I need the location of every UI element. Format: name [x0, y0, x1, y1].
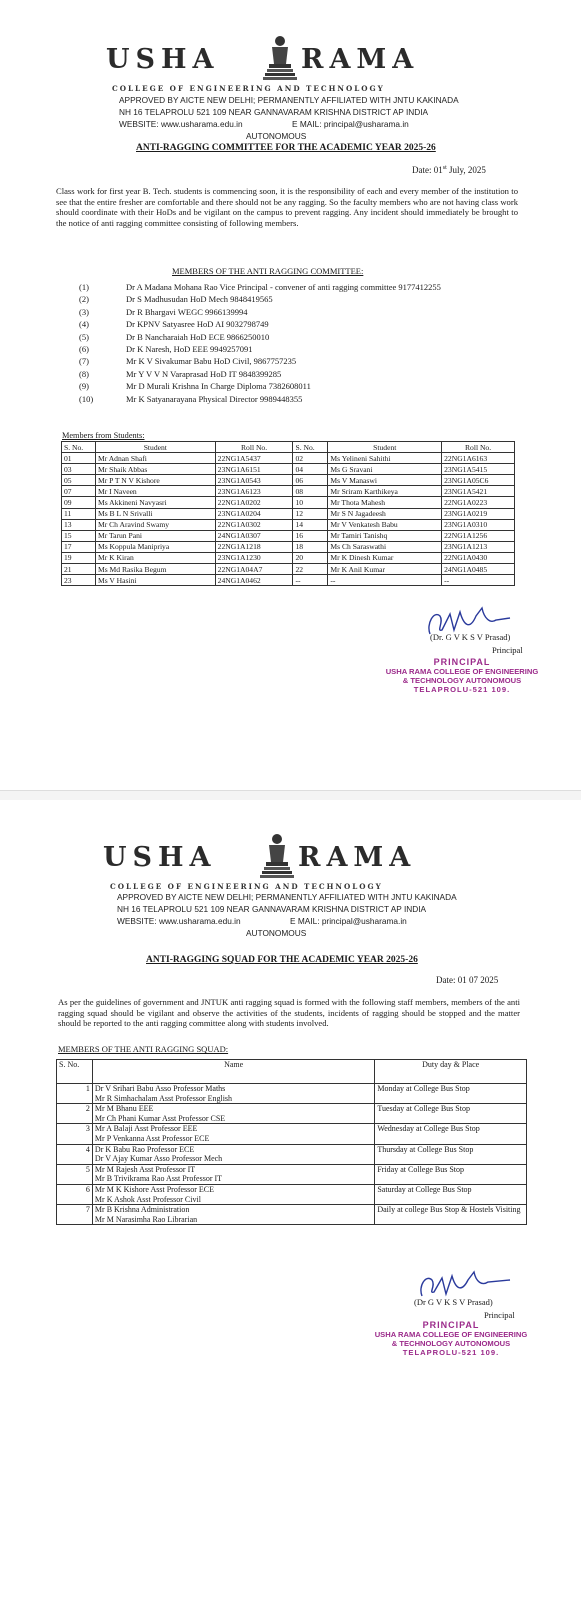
intro-paragraph: As per the guidelines of government and JNTUK anti ragging squad is formed with the following staff members, members of the anti ragging squad should be vigilant and observe the activities of the students, incidents of ragging should be stopped and the matter should be reported to the anti ragging committee along with students involved.: [58, 997, 520, 1029]
table-cell: 22NG1A0430: [442, 552, 515, 563]
table-cell: Mr Ch Aravind Swamy: [95, 519, 215, 530]
member-entry: Dr S Madhusudan HoD Mech 9848419565: [126, 294, 273, 305]
table-cell: Ms G Sravani: [328, 464, 442, 475]
students-header-row: [62, 442, 515, 453]
squad-sno: 6: [57, 1184, 93, 1204]
squad-names: [92, 1084, 374, 1104]
table-row: [62, 453, 515, 464]
squad-names: [92, 1184, 374, 1204]
address-line: NH 16 TELAPROLU 521 109 NEAR GANNAVARAM KRISHNA DISTRICT AP INDIA: [119, 107, 429, 117]
table-cell: 24NG1A0485: [442, 564, 515, 575]
table-cell: Ms Yelineni Sahithi: [328, 453, 442, 464]
table-cell: Mr Adnan Shafi: [95, 453, 215, 464]
table-cell: 17: [62, 541, 96, 552]
squad-duty: Tuesday at College Bus Stop: [375, 1104, 527, 1124]
member-number: (10): [79, 393, 94, 404]
table-cell: Ms V Manaswi: [328, 475, 442, 486]
table-cell: 22NG1A0223: [442, 497, 515, 508]
table-cell: 23NG1A5421: [442, 486, 515, 497]
squad-member-name: Dr V Ajay Kumar Asso Professor Mech: [94, 1154, 223, 1164]
autonomous-label: AUTONOMOUS: [246, 928, 307, 938]
students-table: [61, 441, 515, 586]
table-row: [62, 541, 515, 552]
table-row: [62, 530, 515, 541]
table-row: [62, 564, 515, 575]
signature-icon: [410, 1268, 530, 1300]
squad-sno: 4: [57, 1144, 93, 1164]
table-cell: 14: [293, 519, 328, 530]
squad-duty: Thursday at College Bus Stop: [375, 1144, 527, 1164]
table-cell: --: [293, 575, 328, 586]
page-2: [0, 800, 581, 1600]
table-cell: 22NG1A04A7: [215, 564, 293, 575]
squad-names: [92, 1164, 374, 1184]
squad-header-row: [57, 1060, 527, 1084]
signatory-role: Principal: [484, 1310, 515, 1320]
table-row: [57, 1084, 527, 1104]
squad-member-name: Mr M Narasimha Rao Librarian: [94, 1214, 198, 1224]
table-cell: Mr S N Jagadeesh: [328, 508, 442, 519]
table-row: [57, 1184, 527, 1204]
squad-member-name: Mr K Ashok Asst Professor Civil: [94, 1194, 201, 1204]
table-cell: Ms Ch Saraswathi: [328, 541, 442, 552]
email-text: E MAIL: principal@usharama.in: [292, 119, 409, 129]
document-date: Date: 01 07 2025: [436, 975, 499, 985]
students-body: [62, 453, 515, 586]
table-row: [57, 1124, 527, 1144]
logo-left-text: USHA: [103, 842, 217, 873]
member-entry: Mr K Satyanarayana Physical Director 9989448355: [126, 393, 303, 404]
website-text: WEBSITE: www.usharama.edu.in: [119, 119, 243, 129]
table-cell: 10: [293, 497, 328, 508]
intro-paragraph: Class work for first year B. Tech. students is commencing soon, it is the responsibility of each and every member of the institution to see that the entire fresher are comfortable and there should not be any ragging. So the faculty members who are not having class work should coordinate with their HoDs and be vigilant on the campus to prevent ragging. Any incident should immediately be brought to the notice of anti ragging committee consisting of following members.: [56, 186, 518, 228]
squad-sno: 2: [57, 1104, 93, 1124]
table-cell: Mr V Venkatesh Babu: [328, 519, 442, 530]
approval-line: APPROVED BY AICTE NEW DELHI; PERMANENTLY AFFILIATED WITH JNTU KAKINADA: [117, 892, 457, 902]
col-duty: Duty day & Place: [375, 1060, 527, 1084]
table-cell: 22NG1A0302: [215, 519, 293, 530]
squad-duty: Saturday at College Bus Stop: [375, 1184, 527, 1204]
col-roll: Roll No.: [442, 442, 515, 453]
table-cell: 03: [62, 464, 96, 475]
member-number: (2): [79, 294, 89, 305]
table-cell: Mr I Naveen: [95, 486, 215, 497]
squad-table: [56, 1059, 527, 1225]
squad-duty: Daily at college Bus Stop & Hostels Visiting: [375, 1205, 527, 1225]
col-roll: Roll No.: [215, 442, 293, 453]
table-cell: 23: [62, 575, 96, 586]
table-cell: 08: [293, 486, 328, 497]
table-cell: --: [328, 575, 442, 586]
table-row: [62, 508, 515, 519]
page-1: [0, 0, 581, 790]
approval-line: APPROVED BY AICTE NEW DELHI; PERMANENTLY AFFILIATED WITH JNTU KAKINADA: [119, 95, 459, 105]
table-row: [62, 464, 515, 475]
table-cell: 24NG1A0462: [215, 575, 293, 586]
squad-member-name: Mr M Rajesh Asst Professor IT: [94, 1164, 196, 1174]
squad-member-name: Mr R Simhachalam Asst Professor English: [94, 1093, 233, 1103]
member-number: (8): [79, 368, 89, 379]
website-text: WEBSITE: www.usharama.edu.in: [117, 916, 241, 926]
date-suffix: July, 2025: [446, 165, 486, 175]
member-entry: Mr D Murali Krishna In Charge Diploma 7382608011: [126, 381, 311, 392]
table-cell: Ms V Hasini: [95, 575, 215, 586]
table-cell: 07: [62, 486, 96, 497]
college-tagline: COLLEGE OF ENGINEERING AND TECHNOLOGY: [112, 84, 385, 93]
table-cell: 15: [62, 530, 96, 541]
table-cell: 05: [62, 475, 96, 486]
table-cell: Mr Thota Mahesh: [328, 497, 442, 508]
squad-member-name: Mr P Venkanna Asst Professor ECE: [94, 1133, 210, 1143]
members-heading: MEMBERS OF THE ANTI RAGGING SQUAD:: [58, 1044, 229, 1054]
signatory-name: (Dr. G V K S V Prasad): [430, 632, 511, 642]
col-sno: S. No.: [57, 1060, 93, 1084]
squad-names: [92, 1124, 374, 1144]
table-cell: 23NG1A05C6: [442, 475, 515, 486]
squad-body: [57, 1084, 527, 1225]
table-row: [62, 475, 515, 486]
table-cell: 23NG1A0543: [215, 475, 293, 486]
table-cell: 23NG1A6123: [215, 486, 293, 497]
squad-member-name: Dr V Srihari Babu Asso Professor Maths: [94, 1084, 226, 1093]
table-cell: Mr K Dinesh Kumar: [328, 552, 442, 563]
table-cell: 23NG1A0219: [442, 508, 515, 519]
table-cell: 23NG1A0204: [215, 508, 293, 519]
squad-member-name: Dr K Babu Rao Professor ECE: [94, 1144, 195, 1154]
squad-sno: 3: [57, 1124, 93, 1144]
squad-names: [92, 1104, 374, 1124]
stamp-line: TELAPROLU-521 109.: [413, 685, 511, 694]
table-cell: Ms B L N Srivalli: [95, 508, 215, 519]
table-cell: 22NG1A5437: [215, 453, 293, 464]
table-row: [62, 552, 515, 563]
table-cell: 20: [293, 552, 328, 563]
squad-sno: 7: [57, 1205, 93, 1225]
table-cell: 12: [293, 508, 328, 519]
squad-names: [92, 1144, 374, 1164]
table-cell: 22NG1A1256: [442, 530, 515, 541]
table-cell: 23NG1A0310: [442, 519, 515, 530]
table-row: [62, 486, 515, 497]
table-cell: 16: [293, 530, 328, 541]
member-entry: Mr Y V V N Varaprasad HoD IT 9848399285: [126, 368, 282, 379]
signatory-role: Principal: [492, 645, 523, 655]
page-title: ANTI-RAGGING SQUAD FOR THE ACADEMIC YEAR 2025-26: [146, 955, 418, 965]
table-row: [62, 575, 515, 586]
member-number: (5): [79, 331, 89, 342]
squad-duty: Wednesday at College Bus Stop: [375, 1124, 527, 1144]
member-entry: Mr K V Sivakumar Babu HoD Civil, 9867757235: [126, 356, 297, 367]
squad-member-name: Mr B Krishna Administration: [94, 1205, 190, 1215]
col-student: Student: [95, 442, 215, 453]
squad-sno: 1: [57, 1084, 93, 1104]
stamp-line: TELAPROLU-521 109.: [402, 1348, 500, 1357]
logo-left-text: USHA: [106, 44, 220, 75]
table-cell: 11: [62, 508, 96, 519]
table-cell: 13: [62, 519, 96, 530]
squad-names: [92, 1205, 374, 1225]
table-cell: Ms Koppula Manipriya: [95, 541, 215, 552]
date-prefix: Date: 01: [412, 165, 443, 175]
table-cell: 18: [293, 541, 328, 552]
member-number: (9): [79, 381, 89, 392]
col-student: Student: [328, 442, 442, 453]
table-row: [57, 1144, 527, 1164]
table-cell: --: [442, 575, 515, 586]
table-row: [57, 1164, 527, 1184]
squad-member-name: Mr Ch Phani Kumar Asst Professor CSE: [94, 1113, 226, 1123]
table-cell: 23NG1A1230: [215, 552, 293, 563]
squad-member-name: Mr M K Kishore Asst Professor ECE: [94, 1184, 215, 1194]
squad-duty: Monday at College Bus Stop: [375, 1084, 527, 1104]
squad-duty: Friday at College Bus Stop: [375, 1164, 527, 1184]
squad-member-name: Mr B Trivikrama Rao Asst Professor IT: [94, 1174, 223, 1184]
table-cell: Mr Tamiri Tanishq: [328, 530, 442, 541]
document-date: [412, 163, 486, 176]
stamp-line: USHA RAMA COLLEGE OF ENGINEERING: [374, 1330, 528, 1339]
page-title: ANTI-RAGGING COMMITTEE FOR THE ACADEMIC YEAR 2025-26: [136, 143, 436, 153]
squad-sno: 5: [57, 1164, 93, 1184]
table-cell: 23NG1A6151: [215, 464, 293, 475]
college-emblem-icon: [263, 34, 297, 80]
table-cell: Mr P T N V Kishore: [95, 475, 215, 486]
stamp-line: & TECHNOLOGY AUTONOMOUS: [391, 1339, 511, 1348]
member-number: (4): [79, 319, 89, 330]
logo-right-text: RAMA: [298, 842, 417, 873]
table-cell: 21: [62, 564, 96, 575]
member-entry: Dr K Naresh, HoD EEE 9949257091: [126, 344, 253, 354]
table-cell: 01: [62, 453, 96, 464]
logo-right-text: RAMA: [301, 44, 420, 75]
date-sup: st: [442, 165, 447, 171]
table-cell: 22NG1A0202: [215, 497, 293, 508]
table-row: [62, 519, 515, 530]
signatory-name: (Dr G V K S V Prasad): [414, 1297, 493, 1307]
address-line: NH 16 TELAPROLU 521 109 NEAR GANNAVARAM KRISHNA DISTRICT AP INDIA: [117, 904, 427, 914]
table-cell: 24NG1A0307: [215, 530, 293, 541]
stamp-line: USHA RAMA COLLEGE OF ENGINEERING: [385, 667, 539, 676]
squad-member-name: Mr M Bhanu EEE: [94, 1104, 154, 1114]
college-tagline: COLLEGE OF ENGINEERING AND TECHNOLOGY: [110, 882, 383, 891]
table-cell: 22: [293, 564, 328, 575]
member-entry: Dr KPNV Satyasree HoD AI 9032798749: [126, 319, 269, 330]
stamp-line: PRINCIPAL: [422, 1320, 480, 1330]
table-cell: Ms Akkineni Navyasri: [95, 497, 215, 508]
table-cell: Mr Tarun Pani: [95, 530, 215, 541]
principal-stamp: [382, 657, 542, 694]
squad-member-name: Mr A Balaji Asst Professor EEE: [94, 1124, 198, 1134]
table-cell: 06: [293, 475, 328, 486]
col-name: Name: [92, 1060, 374, 1084]
students-heading: Members from Students:: [62, 431, 145, 440]
table-cell: Mr Shaik Abbas: [95, 464, 215, 475]
table-cell: 22NG1A6163: [442, 453, 515, 464]
member-number: (7): [79, 356, 89, 367]
member-entry: Dr R Bhargavi WEGC 9966139994: [126, 306, 248, 317]
member-number: (6): [79, 344, 89, 354]
table-cell: 02: [293, 453, 328, 464]
stamp-line: & TECHNOLOGY AUTONOMOUS: [402, 676, 522, 685]
table-row: [57, 1104, 527, 1124]
table-cell: Ms Md Rasika Begum: [95, 564, 215, 575]
table-cell: 19: [62, 552, 96, 563]
table-row: [57, 1205, 527, 1225]
email-text: E MAIL: principal@usharama.in: [290, 916, 407, 926]
member-entry: Dr A Madana Mohana Rao Vice Principal - convener of anti ragging committee 9177412255: [126, 282, 441, 292]
table-cell: 23NG1A5415: [442, 464, 515, 475]
table-row: [62, 497, 515, 508]
table-cell: Mr K Anil Kumar: [328, 564, 442, 575]
table-cell: 09: [62, 497, 96, 508]
member-number: (3): [79, 306, 89, 317]
members-heading: MEMBERS OF THE ANTI RAGGING COMMITTEE:: [172, 266, 364, 276]
table-cell: Mr K Kiran: [95, 552, 215, 563]
member-entry: Dr B Nancharaiah HoD ECE 9866250010: [126, 331, 270, 342]
table-cell: 23NG1A1213: [442, 541, 515, 552]
principal-stamp: [366, 1320, 536, 1357]
autonomous-label: AUTONOMOUS: [246, 131, 307, 141]
col-sno: S. No.: [62, 442, 96, 453]
stamp-line: PRINCIPAL: [433, 657, 491, 667]
table-cell: 04: [293, 464, 328, 475]
col-sno: S. No.: [293, 442, 328, 453]
member-number: (1): [79, 282, 89, 292]
table-cell: Mr Sriram Karthikeya: [328, 486, 442, 497]
table-cell: 22NG1A1218: [215, 541, 293, 552]
college-emblem-icon: [260, 832, 294, 878]
